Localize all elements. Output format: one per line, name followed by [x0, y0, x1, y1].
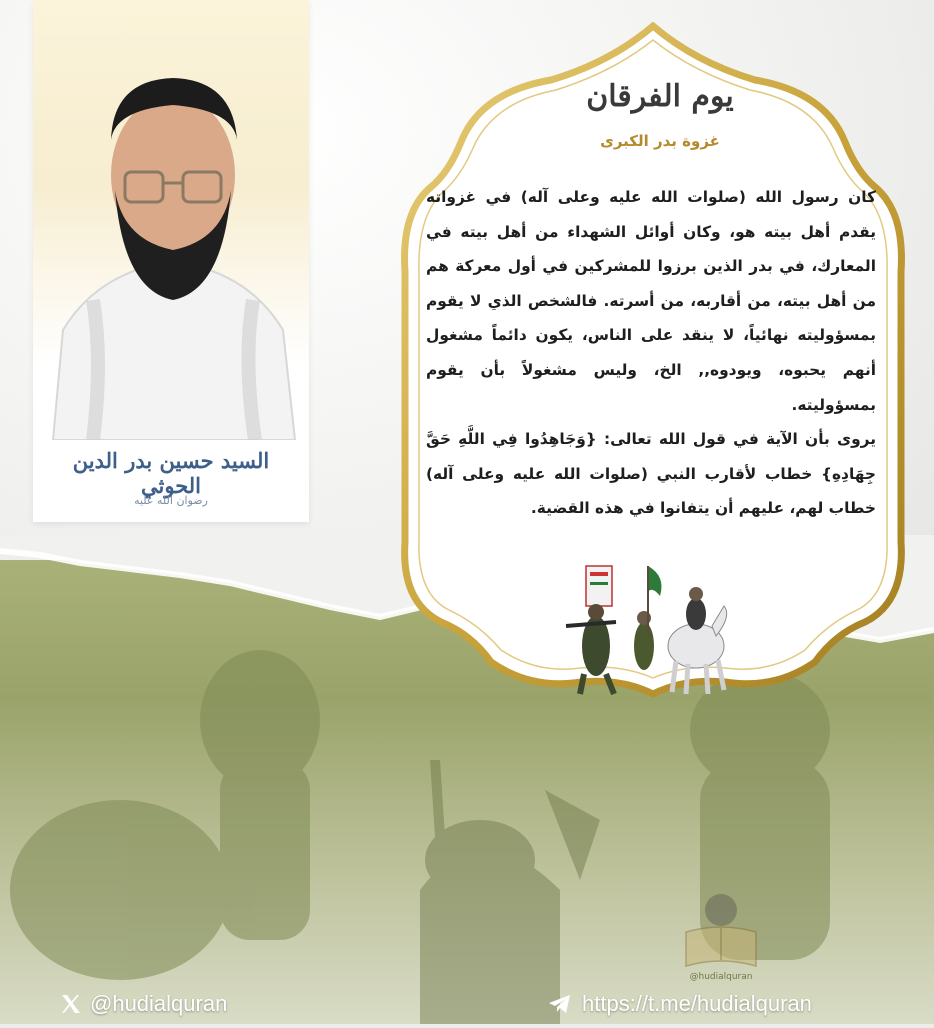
frame-subtitle: غزوة بدر الكبرى [600, 132, 720, 150]
watermark-handle: @hudialquran [689, 972, 753, 982]
logo-watermark [672, 888, 770, 974]
warriors-illustration [556, 556, 736, 696]
portrait-card [33, 0, 309, 522]
quote-text [426, 180, 876, 526]
telegram-link-text: https://t.me/hudialquran [582, 991, 812, 1016]
telegram-icon [548, 993, 572, 1015]
quote-paragraph-1: كان رسول الله (صلوات الله عليه وعلى آله) في غزواته يقدم أهل بيته هو، وكان أوائل الشهداء من أهل بيته في المعارك، في بدر الذين برزوا للمشركين في أول معركة هم من أهل بيته، من أقاربه، من أسرته. فالشخص الذي لا يقوم بمسؤوليته نهائياً، لا ينقد على الناس، يكون دائماً مشغول أنهم يحبوه، ويودوه,, الخ، وليس مشغولاً بأن يقوم بمسؤوليته. [426, 188, 876, 414]
footer-telegram-link[interactable] [548, 988, 812, 1020]
x-handle: @hudialquran [90, 991, 228, 1016]
portrait-name-calligraphy: السيد حسين بدر الدين الحوثي [72, 448, 270, 498]
frame-title-calligraphy: يوم الفرقان [586, 79, 734, 114]
quote-paragraph-2: يروى بأن الآية في قول الله تعالى: {وَجَاهِدُوا فِي اللَّهِ حَقَّ جِهَادِهِ} خطاب لأقارب النبي (صلوات الله عليه وعلى آله) خطاب لهم، عليهم أن يتفانوا في هذه القضية. [426, 430, 876, 518]
x-logo-icon [60, 993, 82, 1015]
portrait-subtitle: رضوان الله عليه [134, 494, 208, 507]
portrait-image [33, 0, 309, 440]
footer-x-link[interactable] [60, 988, 227, 1020]
